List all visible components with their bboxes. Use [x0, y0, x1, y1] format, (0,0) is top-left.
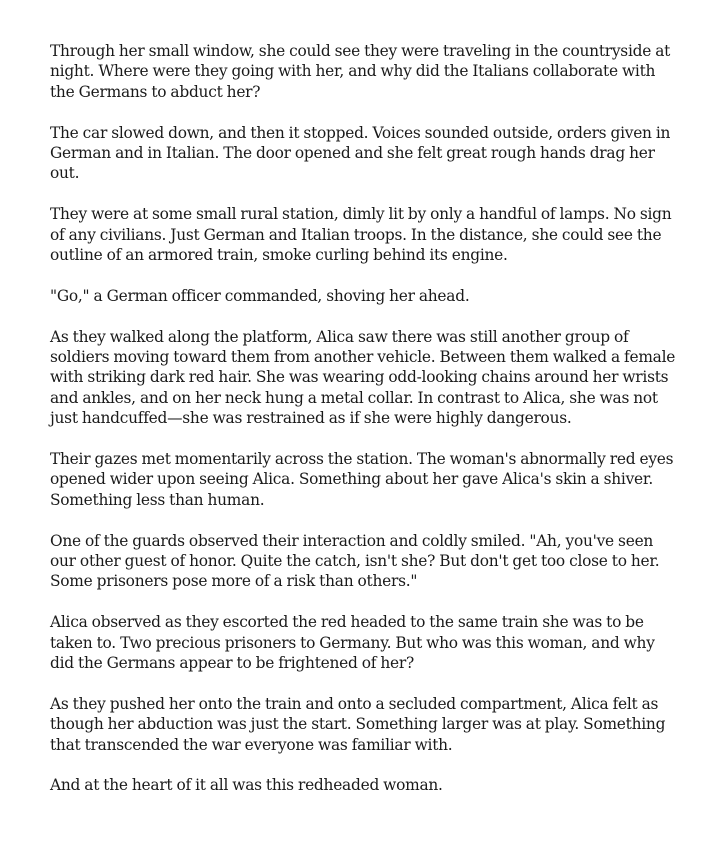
paragraph-4: "Go," a German officer commanded, shoving her ahead. [50, 286, 470, 305]
document-body [50, 41, 680, 816]
paragraph-8: Alica observed as they escorted the red headed to the same train she was to be taken to. Two precious prisoners to Germany. But who was this woman, and why did the Germans appear to be frightened of her? [50, 613, 655, 673]
paragraph-3: They were at some small rural station, dimly lit by only a handful of lamps. No sign of any civilians. Just German and Italian troops. In the distance, she could see the outline of an armored train, smoke curling behind its engine. [50, 205, 672, 265]
paragraph-1: Through her small window, she could see they were traveling in the countryside at night. Where were they going with her, and why did the Italians collaborate with the Germans to abduct her? [50, 42, 671, 101]
paragraph-7: One of the guards observed their interaction and coldly smiled. "Ah, you've seen our other guest of honor. Quite the catch, isn't she? But don't get too close to her. Some prisoners pose more of a risk than others." [50, 531, 660, 591]
paragraph-10: And at the heart of it all was this redheaded woman. [50, 776, 443, 795]
paragraph-6: Their gazes met momentarily across the station. The woman's abnormally red eyes opened wider upon seeing Alica. Something about her gave Alica's skin a shiver. Something less than human. [50, 450, 674, 509]
paragraph-5: As they walked along the platform, Alica saw there was still another group of soldiers moving toward them from another vehicle. Between them walked a female with striking dark red hair. She was wearing odd-looking chains around her wrists and ankles, and on her neck hung a metal collar. In contrast to Alica, she was not just handcuffed—she was restrained as if she were highly dangerous. [50, 327, 676, 428]
paragraph-9: As they pushed her onto the train and onto a secluded compartment, Alica felt as though her abduction was just the start. Something larger was at play. Something that transcended the war everyone was familiar with. [50, 694, 666, 754]
paragraph-2: The car slowed down, and then it stopped. Voices sounded outside, orders given in German and in Italian. The door opened and she felt great rough hands drag her out. [50, 123, 671, 183]
